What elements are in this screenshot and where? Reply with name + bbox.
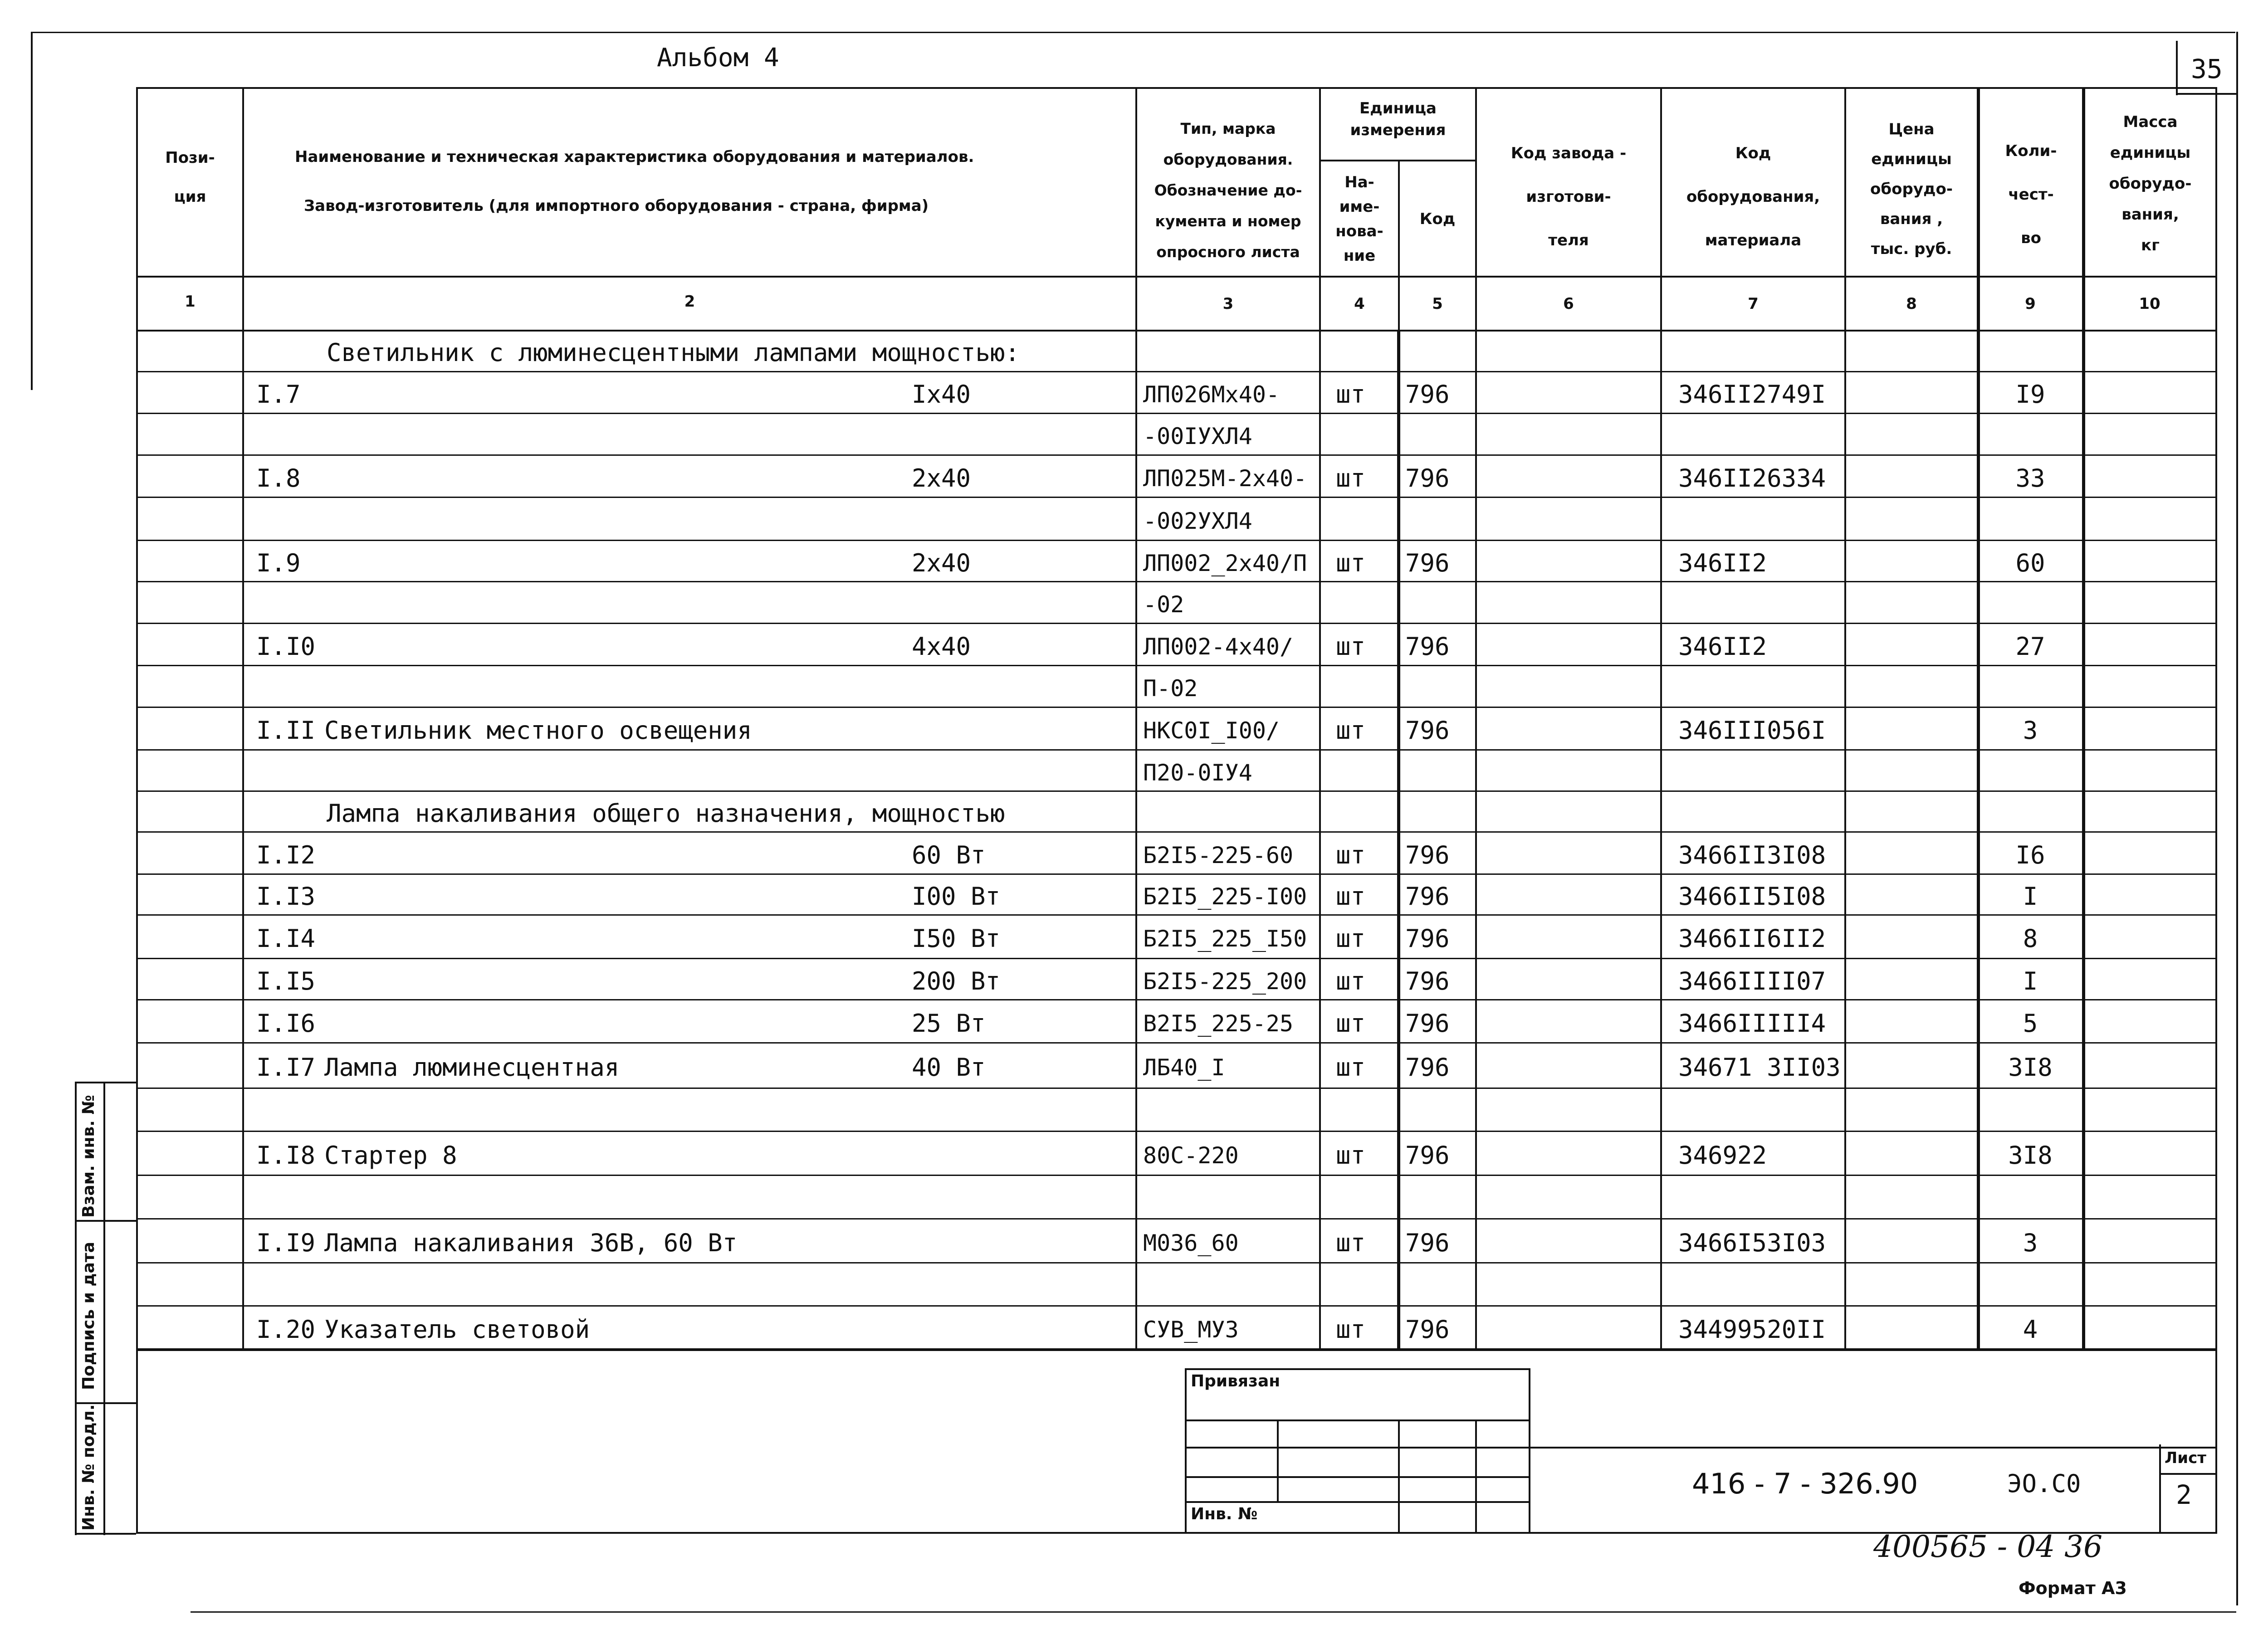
row-unit-code: 796 <box>1405 548 1450 577</box>
table-row <box>0 1000 2268 1043</box>
stamp-sheet-no: 2 <box>2176 1479 2192 1510</box>
row-unit-code: 796 <box>1405 924 1450 953</box>
row-power: 25 Вт <box>912 1009 986 1038</box>
hdr-col8: Цена единицы оборудо- вания , тыс. руб. <box>1870 120 1953 258</box>
row-unit-code: 796 <box>1405 966 1450 995</box>
row-equipment-code: 346II26334 <box>1678 463 1826 493</box>
row-position: I.I2 <box>256 840 316 869</box>
sidebar-top <box>75 1082 136 1083</box>
hdr-col10: Масса единицы оборудо- вания, кг <box>2109 113 2192 254</box>
row-power: 200 Вт <box>912 966 1001 995</box>
page-number-box-line <box>2176 93 2237 95</box>
hdr-col1: Пози- ция <box>165 149 215 206</box>
row-power: Iх40 <box>912 380 971 409</box>
hdr-unit-group: Единица измерения <box>1350 99 1446 139</box>
table-row <box>0 1306 2268 1349</box>
row-unit: шт <box>1336 882 1366 911</box>
row-power: 2х40 <box>912 463 971 493</box>
row-position: I.20 <box>256 1315 316 1344</box>
stamp-v1 <box>1277 1419 1279 1501</box>
colnum-2: 2 <box>684 293 695 311</box>
table-row <box>0 666 2268 707</box>
stamp-sheet-label: Лист <box>2165 1449 2206 1467</box>
row-position: I.8 <box>256 463 301 493</box>
row-unit: шт <box>1336 1053 1366 1082</box>
table-row <box>0 874 2268 915</box>
row-equipment-code: 3466II6II2 <box>1678 924 1826 953</box>
format-label: Формат А3 <box>2019 1578 2127 1598</box>
row-unit-code: 796 <box>1405 1315 1450 1344</box>
row-unit: шт <box>1336 463 1366 493</box>
row-unit-code: 796 <box>1405 1141 1450 1170</box>
outer-top-border <box>31 32 2235 33</box>
table-row <box>0 330 2268 372</box>
table-row <box>0 372 2268 414</box>
row-type: П20-0IУ4 <box>1143 759 1252 786</box>
stamp-right <box>1529 1368 1530 1534</box>
row-equipment-code: 346III056I <box>1678 716 1826 745</box>
row-name: Светильник местного освещения <box>324 716 752 745</box>
row-quantity: 33 <box>2015 463 2045 493</box>
row-equipment-code: 34499520II <box>1678 1315 1826 1344</box>
page-number: 35 <box>2191 54 2223 84</box>
row-equipment-code: 3466IIII07 <box>1678 966 1826 995</box>
row-type: Б2I5_225-I00 <box>1143 883 1307 910</box>
stamp-div4 <box>1185 1501 1530 1503</box>
colnum-10: 10 <box>2139 295 2160 313</box>
hdr-col4: На- име- нова- ние <box>1335 173 1383 265</box>
outer-bottom-border <box>191 1611 2236 1613</box>
table-header-bottom <box>136 276 2217 278</box>
row-type: -002УХЛ4 <box>1143 507 1252 534</box>
sidebar-mid <box>103 1082 105 1535</box>
row-type: Б2I5_225_I50 <box>1143 926 1307 952</box>
row-equipment-code: 3466I53I03 <box>1678 1228 1826 1257</box>
table-row <box>0 1132 2268 1176</box>
stamp-doc-code: 416 - 7 - 326.90 <box>1692 1467 1918 1500</box>
unit-group-divider <box>1319 160 1477 161</box>
stamp-left <box>1185 1368 1187 1534</box>
colnum-5: 5 <box>1432 295 1443 313</box>
row-equipment-code: 3466IIIII4 <box>1678 1009 1826 1038</box>
row-unit: шт <box>1336 924 1366 953</box>
row-unit-code: 796 <box>1405 1053 1450 1082</box>
row-position: I.II <box>256 716 316 745</box>
row-position: I.I8 <box>256 1141 316 1170</box>
table-row <box>0 1219 2268 1263</box>
row-quantity: 27 <box>2015 632 2045 661</box>
row-quantity: 4 <box>2023 1315 2038 1344</box>
row-type: ЛП025М-2х40- <box>1143 465 1307 492</box>
row-unit: шт <box>1336 1228 1366 1257</box>
table-row <box>0 1176 2268 1219</box>
row-equipment-code: 346II2 <box>1678 632 1767 661</box>
row-unit-code: 796 <box>1405 632 1450 661</box>
table-row <box>0 832 2268 874</box>
row-equipment-code: 346II2749I <box>1678 380 1826 409</box>
colnum-9: 9 <box>2025 295 2036 313</box>
table-row <box>0 414 2268 455</box>
row-name: Светильник с люминесцентными лампами мощностью: <box>327 338 1020 367</box>
row-quantity: I6 <box>2015 840 2045 869</box>
hdr-col9: Коли- чест- во <box>2005 142 2057 247</box>
table-row <box>0 959 2268 1000</box>
row-unit: шт <box>1336 1141 1366 1170</box>
stamp-sheet-line <box>2159 1473 2217 1475</box>
row-name: Лампа люминесцентная <box>324 1053 620 1082</box>
row-type: М036_60 <box>1143 1229 1239 1256</box>
row-quantity: 60 <box>2015 548 2045 577</box>
table-row <box>0 915 2268 959</box>
row-unit-code: 796 <box>1405 882 1450 911</box>
hdr-col5: Код <box>1419 210 1456 228</box>
stamp-v3 <box>1475 1419 1477 1533</box>
row-position: I.I4 <box>256 924 316 953</box>
row-name: Стартер 8 <box>324 1141 457 1170</box>
row-unit: шт <box>1336 966 1366 995</box>
row-name: Указатель световой <box>324 1315 590 1344</box>
colnum-3: 3 <box>1222 295 1234 313</box>
row-equipment-code: 3466II3I08 <box>1678 840 1826 869</box>
table-row <box>0 707 2268 750</box>
row-power: 60 Вт <box>912 840 986 869</box>
row-position: I.I6 <box>256 1009 316 1038</box>
sidebar-div2 <box>75 1402 136 1404</box>
row-type: -00IУХЛ4 <box>1143 423 1252 449</box>
colnum-7: 7 <box>1748 295 1759 313</box>
hdr-col2: Наименование и техническая характеристика оборудования и материалов. Завод-изготовитель (для импортного оборудования - страна, фирма) <box>295 148 974 215</box>
row-unit-code: 796 <box>1405 380 1450 409</box>
album-label: Альбом 4 <box>657 43 779 73</box>
row-power: I50 Вт <box>912 924 1001 953</box>
row-unit: шт <box>1336 548 1366 577</box>
colnum-6: 6 <box>1563 295 1574 313</box>
row-power: 2х40 <box>912 548 971 577</box>
sidebar-podpis: Подпись и дата <box>79 1242 98 1390</box>
row-unit-code: 796 <box>1405 463 1450 493</box>
table-top-border <box>136 87 2217 89</box>
table-row <box>0 791 2268 832</box>
row-unit: шт <box>1336 840 1366 869</box>
row-quantity: 5 <box>2023 1009 2038 1038</box>
row-unit: шт <box>1336 632 1366 661</box>
row-type: П-02 <box>1143 675 1198 702</box>
sidebar-bottom <box>75 1533 136 1535</box>
row-position: I.I0 <box>256 632 316 661</box>
table-row <box>0 582 2268 624</box>
row-quantity: I <box>2023 966 2038 995</box>
table-row <box>0 541 2268 582</box>
row-equipment-code: 346922 <box>1678 1141 1767 1170</box>
sidebar-left <box>75 1082 77 1535</box>
row-position: I.I9 <box>256 1228 316 1257</box>
row-type: ЛП026Мх40- <box>1143 381 1280 408</box>
colnum-8: 8 <box>1906 295 1917 313</box>
row-quantity: 3 <box>2023 1228 2038 1257</box>
row-equipment-code: 3466II5I08 <box>1678 882 1826 911</box>
hdr-col6: Код завода - изготови- теля <box>1510 144 1627 249</box>
table-row <box>0 624 2268 666</box>
stamp-sheet-left <box>2159 1444 2161 1533</box>
row-name: Лампа накаливания общего назначения, мощностью <box>327 799 1005 828</box>
table-row <box>0 498 2268 541</box>
stamp-v2 <box>1398 1419 1400 1533</box>
row-name: Лампа накаливания 36В, 60 Вт <box>324 1228 738 1257</box>
row-type: 80С-220 <box>1143 1142 1239 1169</box>
row-type: ЛП002-4х40/ <box>1143 633 1294 660</box>
row-unit-code: 796 <box>1405 1009 1450 1038</box>
table-row <box>0 1263 2268 1306</box>
sidebar-inv: Инв. № подл. <box>79 1404 98 1531</box>
row-quantity: 8 <box>2023 924 2038 953</box>
row-quantity: I <box>2023 882 2038 911</box>
row-position: I.I5 <box>256 966 316 995</box>
table-row <box>0 455 2268 498</box>
row-position: I.I7 <box>256 1053 316 1082</box>
handwritten-note: 400565 - 04 36 <box>1873 1529 2103 1564</box>
hdr-col3: Тип, марка оборудования. Обозначение до- кумента и номер опросного листа <box>1154 120 1302 261</box>
row-power: 4х40 <box>912 632 971 661</box>
hdr-col7: Код оборудования, материала <box>1686 144 1820 249</box>
stamp-doc-line <box>1529 1447 2217 1449</box>
row-equipment-code: 346II2 <box>1678 548 1767 577</box>
row-quantity: 3I8 <box>2008 1141 2053 1170</box>
row-position: I.7 <box>256 380 301 409</box>
stamp-inv-no: Инв. № <box>1191 1505 1258 1523</box>
row-type: Б2I5-225-60 <box>1143 842 1294 868</box>
table-row <box>0 1088 2268 1132</box>
row-unit-code: 796 <box>1405 1228 1450 1257</box>
row-quantity: I9 <box>2015 380 2045 409</box>
row-type: Б2I5-225_200 <box>1143 968 1307 995</box>
table-row <box>0 750 2268 791</box>
sidebar-div1 <box>75 1220 136 1222</box>
stamp-div1 <box>1185 1419 1530 1421</box>
row-position: I.I3 <box>256 882 316 911</box>
row-type: -02 <box>1143 591 1184 618</box>
table-row <box>0 1043 2268 1088</box>
row-type: СУВ_МУЗ <box>1143 1316 1239 1343</box>
row-equipment-code: 34671 3II03 <box>1678 1053 1841 1082</box>
stamp-section: ЭО.С0 <box>2007 1469 2081 1498</box>
stamp-privyazan: Привязан <box>1191 1372 1281 1390</box>
row-unit: шт <box>1336 1315 1366 1344</box>
row-unit-code: 796 <box>1405 840 1450 869</box>
colnum-1: 1 <box>185 293 196 311</box>
colnum-4: 4 <box>1354 295 1365 313</box>
row-unit: шт <box>1336 1009 1366 1038</box>
row-position: I.9 <box>256 548 301 577</box>
row-type: ЛП002_2х40/П <box>1143 550 1307 576</box>
stamp-div3 <box>1185 1476 1530 1478</box>
row-power: 40 Вт <box>912 1053 986 1082</box>
row-type: НКС0I_I00/ <box>1143 717 1280 744</box>
stamp-top <box>1185 1368 1530 1370</box>
row-unit: шт <box>1336 380 1366 409</box>
row-unit: шт <box>1336 716 1366 745</box>
row-quantity: 3I8 <box>2008 1053 2053 1082</box>
row-quantity: 3 <box>2023 716 2038 745</box>
sidebar-vzam: Взам. инв. № <box>79 1095 98 1218</box>
row-power: I00 Вт <box>912 882 1001 911</box>
row-unit-code: 796 <box>1405 716 1450 745</box>
row-type: В2I5_225-25 <box>1143 1010 1294 1037</box>
row-type: ЛБ40_I <box>1143 1054 1225 1081</box>
stamp-div2 <box>1185 1447 1530 1449</box>
